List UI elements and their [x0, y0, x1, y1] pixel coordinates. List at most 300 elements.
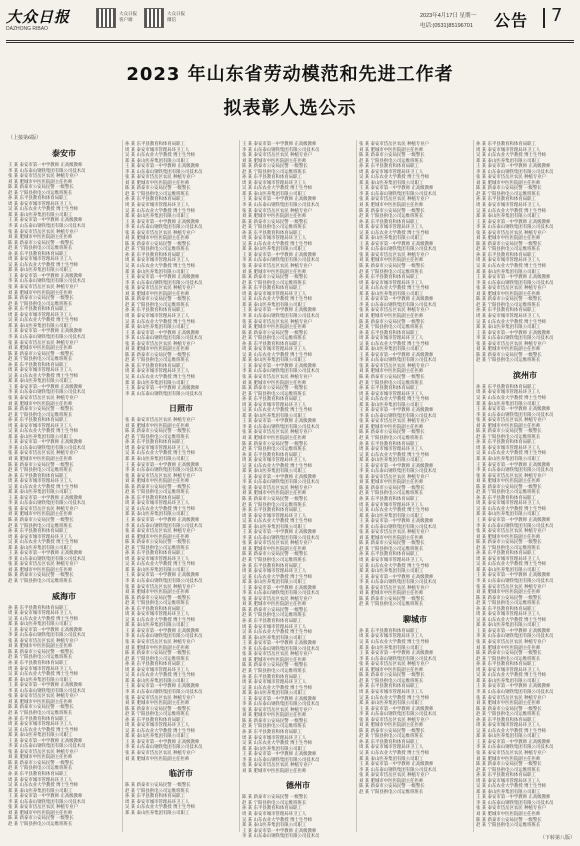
city-heading-taian: 泰安市 [52, 149, 76, 158]
honoree-entry: 郑 某 泰山医养集团有限公司职工 [476, 678, 541, 684]
honoree-entry: 刘 某 肥城市中医医院副主任医师 [242, 158, 307, 164]
honoree-entry: 陈 某 新泰市公安局民警 一级警长 [476, 540, 542, 546]
honoree-entry: 郑 某 泰山医养集团有限公司职工 [242, 823, 307, 829]
honoree-entry: 孙 某 东平县教育和体育局职工 [242, 452, 302, 458]
honoree-entry: 赵 某 宁阳县供电公司运维班班长 [359, 158, 424, 164]
honoree-entry: 吴 某 山东农业大学教授 博士生导师 [359, 695, 430, 701]
honoree-entry: 张 某 泰安市岱岳区农民 种植专业户 [476, 473, 547, 479]
honoree-entry: 陈 某 新泰市公安局民警 一级警长 [476, 817, 542, 823]
honoree-entry: 张 某 泰安市岱岳区农民 种植专业户 [8, 506, 79, 512]
honoree-entry: 王 某 泰安市第一中学教师 正高级教师 [242, 363, 317, 369]
honoree-entry: 周 某 泰安市城市管理局环卫工人 [242, 180, 307, 186]
honoree-entry: 张 某 泰安市岱岳区农民 种植专业户 [359, 717, 430, 723]
honoree-entry: 李 某 山东泰山钢铁集团有限公司技术员 [242, 834, 320, 840]
honoree-entry: 陈 某 新泰市公安局民警 一级警长 [125, 595, 191, 601]
honoree-entry: 刘 某 肥城市中医医院副主任医师 [125, 756, 190, 762]
honoree-entry: 陈 某 新泰市公安局民警 一级警长 [242, 441, 308, 447]
honoree-entry: 王 某 泰安市第一中学教师 正高级教师 [8, 738, 83, 744]
honoree-entry: 王 某 泰安市第一中学教师 正高级教师 [359, 519, 434, 525]
honoree-entry: 周 某 泰安市城市管理局环卫工人 [125, 313, 190, 319]
honoree-entry: 郑 某 泰山医养集团有限公司职工 [125, 623, 190, 629]
honoree-entry: 吴 某 山东农业大学教授 博士生导师 [125, 264, 196, 270]
honoree-entry: 王 某 泰安市第一中学教师 正高级教师 [242, 696, 317, 702]
honoree-entry: 刘 某 肥城市中医医院副主任医师 [8, 290, 73, 296]
honoree-entry: 刘 某 肥城市中医医院副主任医师 [125, 180, 190, 186]
honoree-entry: 吴 某 山东农业大学教授 博士生导师 [359, 750, 430, 756]
honoree-entry: 李 某 山东泰山钢铁集团有限公司技术员 [359, 712, 437, 718]
honoree-entry: 周 某 泰安市城市管理局环卫工人 [476, 203, 541, 209]
honoree-entry: 郑 某 泰山医养集团有限公司职工 [125, 810, 190, 816]
honoree-entry: 孙 某 东平县教育和体育局职工 [242, 729, 302, 735]
city-heading-weihai: 威海市 [52, 591, 76, 601]
phone-number: 电话:(0531)85196701 [420, 23, 473, 29]
honoree-entry: 王 某 泰安市第一中学教师 正高级教师 [242, 252, 317, 258]
honoree-entry: 陈 某 新泰市公安局民警 一级警长 [359, 430, 425, 436]
column-1 [8, 142, 120, 832]
entry-list [476, 385, 574, 829]
honoree-entry: 孙 某 东平县教育和体育局职工 [8, 716, 68, 722]
honoree-entry: 赵 某 宁阳县供电公司运维班班长 [8, 246, 73, 252]
honoree-entry: 孙 某 东平县教育和体育局职工 [8, 529, 68, 535]
honoree-entry: 王 某 泰安市第一中学教师 正高级教师 [476, 219, 551, 225]
honoree-entry: 赵 某 宁阳县供电公司运维班班长 [8, 655, 73, 661]
honoree-entry: 郑 某 泰山医养集团有限公司职工 [359, 347, 424, 353]
honoree-entry: 孙 某 东平县教育和体育局职工 [359, 628, 419, 634]
honoree-entry: 孙 某 东平县教育和体育局职工 [242, 563, 302, 569]
honoree-entry: 张 某 泰安市岱岳区农民 种植专业户 [242, 541, 313, 547]
honoree-entry: 王 某 泰安市第一中学教师 正高级教师 [476, 462, 551, 468]
honoree-entry: 孙 某 东平县教育和体育局职工 [359, 739, 419, 745]
entry-list [242, 795, 354, 839]
honoree-entry: 郑 某 泰山医养集团有限公司职工 [125, 214, 190, 220]
honoree-entry: 孙 某 东平县教育和体育局职工 [476, 773, 536, 779]
honoree-entry: 周 某 泰安市城市管理局环卫工人 [242, 402, 307, 408]
honoree-entry: 赵 某 宁阳县供电公司运维班班长 [476, 302, 541, 308]
honoree-entry: 张 某 泰安市岱岳区农民 种植专业户 [476, 640, 547, 646]
honoree-entry: 吴 某 山东农业大学教授 博士生导师 [242, 741, 313, 747]
honoree-entry: 周 某 泰安市城市管理局环卫工人 [476, 612, 541, 618]
honoree-entry: 李 某 山东泰山钢铁集团有限公司技术员 [359, 302, 437, 308]
honoree-entry: 刘 某 肥城市中医医院副主任医师 [476, 701, 541, 707]
honoree-entry: 王 某 泰安市第一中学教师 正高级教师 [476, 628, 551, 634]
honoree-entry: 周 某 泰安市城市管理局环卫工人 [476, 313, 541, 319]
entry-list [125, 142, 237, 397]
honoree-entry: 孙 某 东平县教育和体育局职工 [8, 418, 68, 424]
honoree-entry: 刘 某 肥城市中医医院副主任医师 [242, 325, 307, 331]
honoree-entry: 赵 某 宁阳县供电公司运维班班长 [476, 712, 541, 718]
honoree-entry: 刘 某 肥城市中医医院副主任医师 [125, 347, 190, 353]
honoree-entry: 孙 某 东平县教育和体育局职工 [476, 495, 536, 501]
honoree-entry: 刘 某 肥城市中医医院副主任医师 [359, 147, 424, 153]
honoree-entry: 陈 某 新泰市公安局民警 一级警长 [359, 728, 425, 734]
honoree-entry: 王 某 泰安市第一中学教师 正高级教师 [242, 142, 317, 147]
honoree-entry: 李 某 山东泰山钢铁集团有限公司技术员 [476, 579, 554, 585]
honoree-entry: 赵 某 宁阳县供电公司运维班班长 [125, 358, 190, 364]
honoree-entry: 赵 某 宁阳县供电公司运维班班长 [125, 191, 190, 197]
honoree-entry: 陈 某 新泰市公安局民警 一级警长 [8, 185, 74, 191]
honoree-entry: 周 某 泰安市城市管理局环卫工人 [8, 257, 73, 263]
honoree-entry: 吴 某 山东农业大学教授 博士生导师 [242, 574, 313, 580]
honoree-entry: 赵 某 宁阳县供电公司运维班班长 [242, 169, 307, 175]
honoree-entry: 赵 某 宁阳县供电公司运维班班长 [125, 434, 190, 440]
honoree-entry: 陈 某 新泰市公安局民警 一级警长 [242, 607, 308, 613]
honoree-entry: 王 某 泰安市第一中学教师 正高级教师 [8, 440, 83, 446]
honoree-entry: 陈 某 新泰市公安局民警 一级警长 [359, 673, 425, 679]
honoree-entry: 吴 某 山东农业大学教授 博士生导师 [359, 563, 430, 569]
honoree-entry: 李 某 山东泰山钢铁集团有限公司技术员 [8, 168, 86, 174]
entry-list [359, 629, 471, 795]
honoree-entry: 周 某 泰安市城市管理局环卫工人 [8, 722, 73, 728]
honoree-entry: 王 某 泰安市第一中学教师 正高级教师 [242, 419, 317, 425]
honoree-entry: 陈 某 新泰市公安局民警 一级警长 [242, 219, 308, 225]
honoree-entry: 孙 某 东平县教育和体育局职工 [359, 684, 419, 690]
honoree-entry: 张 某 泰安市岱岳区农民 种植专业户 [242, 208, 313, 214]
honoree-entry: 李 某 山东泰山钢铁集团有限公司技术员 [8, 445, 86, 451]
honoree-entry: 刘 某 肥城市中医医院副主任医师 [359, 258, 424, 264]
honoree-entry: 郑 某 泰山医养集团有限公司职工 [242, 746, 307, 752]
honoree-entry: 孙 某 东平县教育和体育局职工 [242, 397, 302, 403]
honoree-entry: 刘 某 肥城市中医医院副主任医师 [359, 667, 424, 673]
honoree-entry: 王 某 泰安市第一中学教师 正高级教师 [476, 684, 551, 690]
honoree-entry: 孙 某 东平县教育和体育局职工 [125, 717, 185, 723]
honoree-entry: 赵 某 宁阳县供电公司运维班班长 [242, 724, 307, 730]
continued-to-note: （下转第八版） [540, 835, 576, 841]
honoree-entry: 陈 某 新泰市公安局民警 一级警长 [125, 540, 191, 546]
honoree-entry: 周 某 泰安市城市管理局环卫工人 [242, 680, 307, 686]
honoree-entry: 赵 某 宁阳县供电公司运维班班长 [242, 502, 307, 508]
honoree-entry: 周 某 泰安市城市管理局环卫工人 [8, 777, 73, 783]
honoree-entry: 赵 某 宁阳县供电公司运维班班长 [359, 269, 424, 275]
honoree-entry: 陈 某 新泰市公安局民警 一级警长 [242, 275, 308, 281]
honoree-entry: 周 某 泰安市城市管理局环卫工人 [8, 423, 73, 429]
honoree-entry: 张 某 泰安市岱岳区农民 种植专业户 [476, 341, 547, 347]
honoree-entry: 周 某 泰安市城市管理局环卫工人 [125, 799, 190, 805]
honoree-entry: 郑 某 泰山医养集团有限公司职工 [476, 512, 541, 518]
honoree-entry: 周 某 泰安市城市管理局环卫工人 [242, 569, 307, 575]
honoree-entry: 张 某 泰安市岱岳区农民 种植专业户 [476, 584, 547, 590]
honoree-entry: 周 某 泰安市城市管理局环卫工人 [476, 390, 541, 396]
honoree-entry: 赵 某 宁阳县供电公司运维班班长 [8, 766, 73, 772]
honoree-entry: 周 某 泰安市城市管理局环卫工人 [242, 458, 307, 464]
honoree-entry: 张 某 泰安市岱岳区农民 种植专业户 [242, 707, 313, 713]
honoree-entry: 王 某 泰安市第一中学教师 正高级教师 [242, 530, 317, 536]
honoree-entry: 郑 某 泰山医养集团有限公司职工 [476, 789, 541, 795]
honoree-entry: 郑 某 泰山医养集团有限公司职工 [8, 434, 73, 440]
honoree-entry: 郑 某 泰山医养集团有限公司职工 [242, 691, 307, 697]
honoree-entry: 郑 某 泰山医养集团有限公司职工 [8, 268, 73, 274]
honoree-entry: 李 某 山东泰山钢铁集团有限公司技术员 [359, 524, 437, 530]
honoree-entry: 陈 某 新泰市公安局民警 一级警长 [125, 783, 191, 789]
honoree-entry: 赵 某 宁阳县供电公司运维班班长 [242, 800, 307, 806]
honoree-entry: 李 某 山东泰山钢铁集团有限公司技术员 [476, 468, 554, 474]
honoree-entry: 郑 某 泰山医养集团有限公司职工 [8, 212, 73, 218]
honoree-entry: 李 某 山东泰山钢铁集团有限公司技术员 [476, 689, 554, 695]
honoree-entry: 张 某 泰安市岱岳区农民 种植专业户 [8, 174, 79, 180]
honoree-entry: 张 某 泰安市岱岳区农民 种植专业户 [125, 529, 196, 535]
honoree-entry: 孙 某 东平县教育和体育局职工 [359, 552, 419, 558]
honoree-entry: 刘 某 肥城市中医医院副主任医师 [359, 424, 424, 430]
honoree-entry: 刘 某 肥城市中医医院副主任医师 [8, 346, 73, 352]
honoree-entry: 陈 某 新泰市公安局民警 一级警长 [359, 596, 425, 602]
honoree-entry: 张 某 泰安市岱岳区农民 种植专业户 [476, 529, 547, 535]
logo-subtext: DAZHONG RIBAO [6, 26, 48, 32]
honoree-entry: 郑 某 泰山医养集团有限公司职工 [125, 678, 190, 684]
honoree-entry: 王 某 泰安市第一中学教师 正高级教师 [476, 330, 551, 336]
honoree-entry: 郑 某 泰山医养集团有限公司职工 [8, 323, 73, 329]
honoree-entry: 郑 某 泰山医养集团有限公司职工 [8, 490, 73, 496]
honoree-entry: 赵 某 宁阳县供电公司运维班班长 [125, 788, 190, 794]
city-heading-dezhou: 德州市 [286, 781, 310, 791]
honoree-entry: 李 某 山东泰山钢铁集团有限公司技术员 [476, 169, 554, 175]
honoree-entry: 刘 某 肥城市中医医院副主任医师 [242, 269, 307, 275]
honoree-entry: 吴 某 山东农业大学教授 博士生导师 [125, 153, 196, 159]
honoree-entry: 张 某 泰安市岱岳区农民 种植专业户 [476, 806, 547, 812]
honoree-entry: 吴 某 山东农业大学教授 博士生导师 [476, 395, 547, 401]
honoree-entry: 陈 某 新泰市公安局民警 一级警长 [8, 705, 74, 711]
honoree-entry: 周 某 泰安市城市管理局环卫工人 [359, 447, 424, 453]
honoree-entry: 郑 某 泰山医养集团有限公司职工 [8, 788, 73, 794]
honoree-entry: 赵 某 宁阳县供电公司运维班班长 [125, 656, 190, 662]
honoree-entry: 陈 某 新泰市公安局民警 一级警长 [476, 595, 542, 601]
honoree-entry: 陈 某 新泰市公安局民警 一级警长 [125, 484, 191, 490]
honoree-entry: 郑 某 泰山医养集团有限公司职工 [8, 733, 73, 739]
honoree-entry: 周 某 泰安市城市管理局环卫工人 [359, 634, 424, 640]
honoree-entry: 赵 某 宁阳县供电公司运维班班长 [8, 468, 73, 474]
honoree-entry: 王 某 泰安市第一中学教师 正高级教师 [242, 641, 317, 647]
honoree-entry: 刘 某 肥城市中医医院副主任医师 [476, 645, 541, 651]
honoree-entry: 吴 某 山东农业大学教授 博士生导师 [242, 352, 313, 358]
headline-line-1: 2023 年山东省劳动模范和先进工作者 [126, 64, 454, 85]
honoree-entry: 郑 某 泰山医养集团有限公司职工 [476, 456, 541, 462]
honoree-entry: 张 某 泰安市岱岳区农民 种植专业户 [359, 530, 430, 536]
honoree-entry: 李 某 山东泰山钢铁集团有限公司技术员 [476, 523, 554, 529]
honoree-entry: 孙 某 东平县教育和体育局职工 [125, 662, 185, 668]
honoree-entry: 吴 某 山东农业大学教授 博士生导师 [125, 673, 196, 679]
honoree-entry: 吴 某 山东农业大学教授 博士生导师 [476, 673, 547, 679]
continued-note: （上接第6版） [8, 135, 42, 141]
qr-code-icon [96, 8, 116, 28]
honoree-entry: 孙 某 东平县教育和体育局职工 [242, 508, 302, 514]
honoree-entry: 孙 某 东平县教育和体育局职工 [8, 473, 68, 479]
honoree-entry: 刘 某 肥城市中医医院副主任医师 [242, 657, 307, 663]
honoree-entry: 李 某 山东泰山钢铁集团有限公司技术员 [476, 800, 554, 806]
city-heading-binzhou: 滨州市 [513, 370, 537, 380]
honoree-entry: 张 某 泰安市岱岳区农民 种植专业户 [359, 585, 430, 591]
qr-label: 大众日报 客户端 [119, 11, 137, 22]
honoree-entry: 王 某 泰安市第一中学教师 正高级教师 [359, 706, 434, 712]
honoree-entry: 李 某 山东泰山钢铁集团有限公司技术员 [8, 799, 86, 805]
honoree-entry: 赵 某 宁阳县供电公司运维班班长 [125, 601, 190, 607]
honoree-entry: 郑 某 泰山医养集团有限公司职工 [125, 512, 190, 518]
honoree-entry: 王 某 泰安市第一中学教师 正高级教师 [476, 573, 551, 579]
honoree-entry: 王 某 泰安市第一中学教师 正高级教师 [359, 297, 434, 303]
honoree-entry: 张 某 泰安市岱岳区农民 种植专业户 [359, 308, 430, 314]
honoree-entry: 周 某 泰安市城市管理局环卫工人 [125, 203, 190, 209]
honoree-entry: 周 某 泰安市城市管理局环卫工人 [8, 666, 73, 672]
honoree-entry: 孙 某 东平县教育和体育局职工 [242, 341, 302, 347]
honoree-entry: 孙 某 东平县教育和体育局职工 [359, 219, 419, 225]
honoree-entry: 周 某 泰安市城市管理局环卫工人 [359, 280, 424, 286]
honoree-entry: 王 某 泰安市第一中学教师 正高级教师 [8, 551, 83, 557]
honoree-entry: 赵 某 宁阳县供电公司运维班班长 [8, 357, 73, 363]
honoree-entry: 周 某 泰安市城市管理局环卫工人 [242, 347, 307, 353]
honoree-entry: 陈 某 新泰市公安局民警 一级警长 [8, 816, 74, 822]
honoree-entry: 刘 某 肥城市中医医院副主任医师 [476, 756, 541, 762]
honoree-entry: 孙 某 东平县教育和体育局职工 [242, 175, 302, 181]
honoree-entry: 刘 某 肥城市中医医院副主任医师 [359, 723, 424, 729]
honoree-entry: 郑 某 泰山医养集团有限公司职工 [359, 645, 424, 651]
honoree-entry: 周 某 泰安市城市管理局环卫工人 [476, 778, 541, 784]
honoree-entry: 吴 某 山东农业大学教授 博士生导师 [359, 640, 430, 646]
honoree-entry: 周 某 泰安市城市管理局环卫工人 [476, 556, 541, 562]
honoree-entry: 张 某 泰安市岱岳区农民 种植专业户 [125, 750, 196, 756]
honoree-entry: 李 某 山东泰山钢铁集团有限公司技术员 [242, 702, 320, 708]
honoree-entry: 郑 某 泰山医养集团有限公司职工 [125, 567, 190, 573]
honoree-entry: 李 某 山东泰山钢铁集团有限公司技术员 [359, 358, 437, 364]
honoree-entry: 孙 某 东平县教育和体育局职工 [125, 440, 185, 446]
honoree-entry: 赵 某 宁阳县供电公司运维班班长 [359, 491, 424, 497]
honoree-entry: 王 某 泰安市第一中学教师 正高级教师 [8, 163, 83, 168]
honoree-entry: 李 某 山东泰山钢铁集团有限公司技术员 [476, 745, 554, 751]
honoree-entry: 孙 某 东平县教育和体育局职工 [476, 252, 536, 258]
honoree-entry: 郑 某 泰山医养集团有限公司职工 [8, 677, 73, 683]
honoree-entry: 赵 某 宁阳县供电公司运维班班长 [125, 490, 190, 496]
honoree-entry: 吴 某 山东农业大学教授 博士生导师 [242, 519, 313, 525]
honoree-entry: 李 某 山东泰山钢铁集团有限公司技术员 [359, 656, 437, 662]
honoree-entry: 周 某 泰安市城市管理局环卫工人 [242, 624, 307, 630]
honoree-entry: 张 某 泰安市岱岳区农民 种植专业户 [242, 596, 313, 602]
honoree-entry: 周 某 泰安市城市管理局环卫工人 [359, 502, 424, 508]
honoree-entry: 李 某 山东泰山钢铁集团有限公司技术员 [125, 280, 203, 286]
honoree-entry: 吴 某 山东农业大学教授 博士生导师 [359, 341, 430, 347]
honoree-entry: 张 某 泰安市岱岳区农民 种植专业户 [8, 229, 79, 235]
honoree-entry: 吴 某 山东农业大学教授 博士生导师 [476, 264, 547, 270]
honoree-entry: 李 某 山东泰山钢铁集团有限公司技术员 [8, 224, 86, 230]
honoree-entry: 郑 某 泰山医养集团有限公司职工 [359, 291, 424, 297]
divider [543, 8, 545, 28]
honoree-entry: 吴 某 山东农业大学教授 博士生导师 [8, 727, 79, 733]
honoree-entry: 张 某 泰安市岱岳区农民 种植专业户 [125, 175, 196, 181]
honoree-entry: 吴 某 山东农业大学教授 博士生导师 [242, 817, 313, 823]
honoree-entry: 周 某 泰安市城市管理局环卫工人 [8, 534, 73, 540]
honoree-entry: 吴 某 山东农业大学教授 博士生导师 [8, 783, 79, 789]
honoree-entry: 赵 某 宁阳县供电公司运维班班长 [476, 545, 541, 551]
honoree-entry: 郑 某 泰山医养集团有限公司职工 [359, 756, 424, 762]
honoree-entry: 周 某 泰安市城市管理局环卫工人 [359, 689, 424, 695]
honoree-entry: 王 某 泰安市第一中学教师 正高级教师 [359, 352, 434, 358]
honoree-entry: 赵 某 宁阳县供电公司运维班班长 [476, 656, 541, 662]
honoree-entry: 张 某 泰安市岱岳区农民 种植专业户 [359, 363, 430, 369]
honoree-entry: 李 某 山东泰山钢铁集团有限公司技术员 [125, 745, 203, 751]
honoree-entry: 张 某 泰安市岱岳区农民 种植专业户 [8, 395, 79, 401]
honoree-entry: 王 某 泰安市第一中学教师 正高级教师 [242, 197, 317, 203]
honoree-entry: 赵 某 宁阳县供电公司运维班班长 [8, 579, 73, 585]
honoree-entry: 孙 某 东平县教育和体育局职工 [242, 619, 302, 625]
honoree-entry: 张 某 泰安市岱岳区农民 种植专业户 [242, 430, 313, 436]
honoree-entry: 王 某 泰安市第一中学教师 正高级教师 [476, 164, 551, 170]
honoree-entry: 周 某 泰安市城市管理局环卫工人 [242, 236, 307, 242]
honoree-entry: 孙 某 东平县教育和体育局职工 [359, 441, 419, 447]
honoree-entry: 王 某 泰安市第一中学教师 正高级教师 [8, 495, 83, 501]
honoree-entry: 吴 某 山东农业大学教授 博士生导师 [8, 207, 79, 213]
honoree-entry: 赵 某 宁阳县供电公司运维班班长 [359, 734, 424, 740]
honoree-entry: 陈 某 新泰市公安局民警 一级警长 [242, 795, 308, 801]
honoree-entry: 赵 某 宁阳县供电公司运维班班长 [476, 490, 541, 496]
headline-line-2: 拟表彰人选公示 [223, 98, 357, 119]
honoree-entry: 王 某 泰安市第一中学教师 正高级教师 [125, 330, 200, 336]
honoree-entry: 王 某 泰安市第一中学教师 正高级教师 [359, 241, 434, 247]
entry-list [125, 418, 237, 762]
honoree-entry: 张 某 泰安市岱岳区农民 种植专业户 [125, 473, 196, 479]
honoree-entry: 郑 某 泰山医养集团有限公司职工 [359, 569, 424, 575]
honoree-entry: 赵 某 宁阳县供电公司运维班班长 [359, 435, 424, 441]
honoree-entry: 陈 某 新泰市公安局民警 一级警长 [476, 352, 542, 358]
honoree-entry: 李 某 山东泰山钢铁集团有限公司技术员 [359, 413, 437, 419]
honoree-entry: 孙 某 东平县教育和体育局职工 [125, 308, 185, 314]
honoree-entry: 郑 某 泰山医养集团有限公司职工 [476, 325, 541, 331]
honoree-entry: 刘 某 肥城市中医医院副主任医师 [125, 645, 190, 651]
honoree-entry: 陈 某 新泰市公安局民警 一级警长 [125, 651, 191, 657]
honoree-entry: 刘 某 肥城市中医医院副主任医师 [125, 423, 190, 429]
column-divider [473, 140, 474, 832]
honoree-entry: 赵 某 宁阳县供电公司运维班班长 [8, 190, 73, 196]
honoree-entry: 李 某 山东泰山钢铁集团有限公司技术员 [8, 390, 86, 396]
honoree-entry: 王 某 泰安市第一中学教师 正高级教师 [242, 308, 317, 314]
honoree-entry: 张 某 泰安市岱岳区农民 种植专业户 [242, 485, 313, 491]
honoree-entry: 刘 某 肥城市中医医院副主任医师 [8, 567, 73, 573]
honoree-entry: 吴 某 山东农业大学教授 博士生导师 [125, 805, 196, 811]
honoree-entry: 陈 某 新泰市公安局民警 一级警长 [8, 462, 74, 468]
honoree-entry: 陈 某 新泰市公安局民警 一级警长 [242, 497, 308, 502]
honoree-entry: 周 某 泰安市城市管理局环卫工人 [8, 368, 73, 374]
honoree-entry: 赵 某 宁阳县供电公司运维班班长 [8, 821, 73, 827]
honoree-entry: 陈 某 新泰市公安局民警 一级警长 [242, 164, 308, 170]
honoree-entry: 王 某 泰安市第一中学教师 正高级教师 [8, 794, 83, 800]
honoree-entry: 刘 某 肥城市中医医院副主任医师 [8, 644, 73, 650]
honoree-entry: 刘 某 肥城市中医医院副主任医师 [242, 380, 307, 386]
honoree-entry: 吴 某 山东农业大学教授 博士生导师 [125, 728, 196, 734]
honoree-entry: 周 某 泰安市城市管理局环卫工人 [359, 169, 424, 175]
honoree-entry: 赵 某 宁阳县供电公司运维班班长 [125, 545, 190, 551]
honoree-entry: 张 某 泰安市岱岳区农民 种植专业户 [125, 418, 196, 424]
honoree-entry: 吴 某 山东农业大学教授 博士生导师 [8, 484, 79, 490]
honoree-entry: 赵 某 宁阳县供电公司运维班班长 [8, 301, 73, 307]
honoree-entry: 郑 某 泰山医养集团有限公司职工 [125, 269, 190, 275]
honoree-entry: 李 某 山东泰山钢铁集团有限公司技术员 [125, 169, 203, 175]
honoree-entry: 周 某 泰安市城市管理局环卫工人 [125, 612, 190, 618]
honoree-entry: 李 某 山东泰山钢铁集团有限公司技术员 [125, 579, 203, 585]
honoree-entry: 李 某 山东泰山钢铁集团有限公司技术员 [359, 767, 437, 773]
honoree-entry: 吴 某 山东农业大学教授 博士生导师 [359, 508, 430, 514]
honoree-entry: 刘 某 肥城市中医医院副主任医师 [242, 214, 307, 220]
entry-list [359, 142, 471, 608]
honoree-entry: 孙 某 东平县教育和体育局职工 [476, 551, 536, 557]
honoree-entry: 周 某 泰安市城市管理局环卫工人 [242, 811, 307, 817]
honoree-entry: 陈 某 新泰市公安局民警 一级警长 [125, 352, 191, 358]
honoree-entry: 张 某 泰安市岱岳区农民 种植专业户 [476, 418, 547, 424]
honoree-entry: 吴 某 山东农业大学教授 博士生导师 [125, 208, 196, 214]
honoree-entry: 吴 某 山东农业大学教授 博士生导师 [125, 506, 196, 512]
honoree-entry: 吴 某 山东农业大学教授 博士生导师 [8, 318, 79, 324]
honoree-entry: 周 某 泰安市城市管理局环卫工人 [242, 291, 307, 297]
honoree-entry: 吴 某 山东农业大学教授 博士生导师 [8, 540, 79, 546]
honoree-entry: 赵 某 宁阳县供电公司运维班班长 [359, 380, 424, 386]
honoree-entry: 李 某 山东泰山钢铁集团有限公司技术员 [242, 203, 320, 209]
honoree-entry: 陈 某 新泰市公安局民警 一级警长 [242, 386, 308, 392]
honoree-entry: 赵 某 宁阳县供电公司运维班班长 [359, 546, 424, 552]
honoree-entry: 陈 某 新泰市公安局民警 一级警长 [476, 241, 542, 247]
honoree-entry: 张 某 泰安市岱岳区农民 种植专业户 [476, 750, 547, 756]
